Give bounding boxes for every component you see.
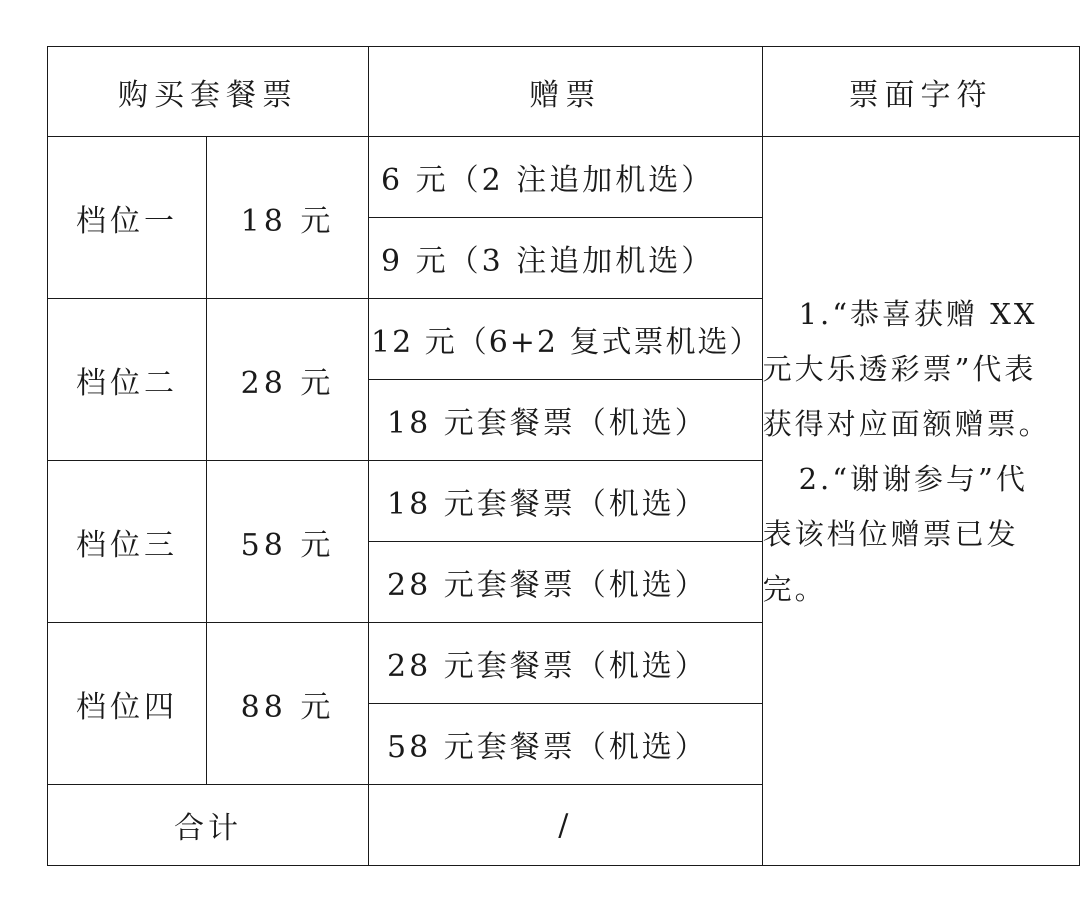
tier-name: 档位四 [48, 623, 207, 785]
header-gift: 赠票 [369, 47, 763, 137]
table-row [48, 137, 1080, 218]
face-note-line: 1.“恭喜获赠 XX [798, 297, 1038, 331]
tier-price: 18 元 [207, 137, 369, 299]
gift-item: 12 元（6+2 复式票机选） [369, 299, 763, 380]
face-note-cell [762, 137, 1079, 866]
header-face: 票面字符 [762, 47, 1079, 137]
gift-item: 58 元套餐票（机选） [369, 704, 763, 785]
tier-price: 58 元 [207, 461, 369, 623]
tier-name: 档位二 [48, 299, 207, 461]
header-package: 购买套餐票 [48, 47, 369, 137]
face-note-line: 元大乐透彩票”代表 [762, 352, 1037, 386]
tier-name: 档位三 [48, 461, 207, 623]
gift-item: 18 元套餐票（机选） [369, 380, 763, 461]
gift-item: 28 元套餐票（机选） [369, 623, 763, 704]
gift-item: 6 元（2 注追加机选） [369, 137, 763, 218]
total-label: 合计 [48, 785, 369, 866]
header-row [48, 47, 1080, 137]
face-note-line: 获得对应面额赠票。 [762, 407, 1051, 441]
gift-item: 28 元套餐票（机选） [369, 542, 763, 623]
face-note-line: 表该档位赠票已发 [762, 517, 1019, 551]
face-note-line: 2.“谢谢参与”代 [798, 462, 1028, 496]
tier-name: 档位一 [48, 137, 207, 299]
tier-price: 28 元 [207, 299, 369, 461]
gift-item: 9 元（3 注追加机选） [369, 218, 763, 299]
ticket-package-table [47, 46, 1080, 866]
gift-item: 18 元套餐票（机选） [369, 461, 763, 542]
face-note-line: 完。 [762, 572, 827, 606]
total-value: / [369, 785, 763, 866]
tier-price: 88 元 [207, 623, 369, 785]
